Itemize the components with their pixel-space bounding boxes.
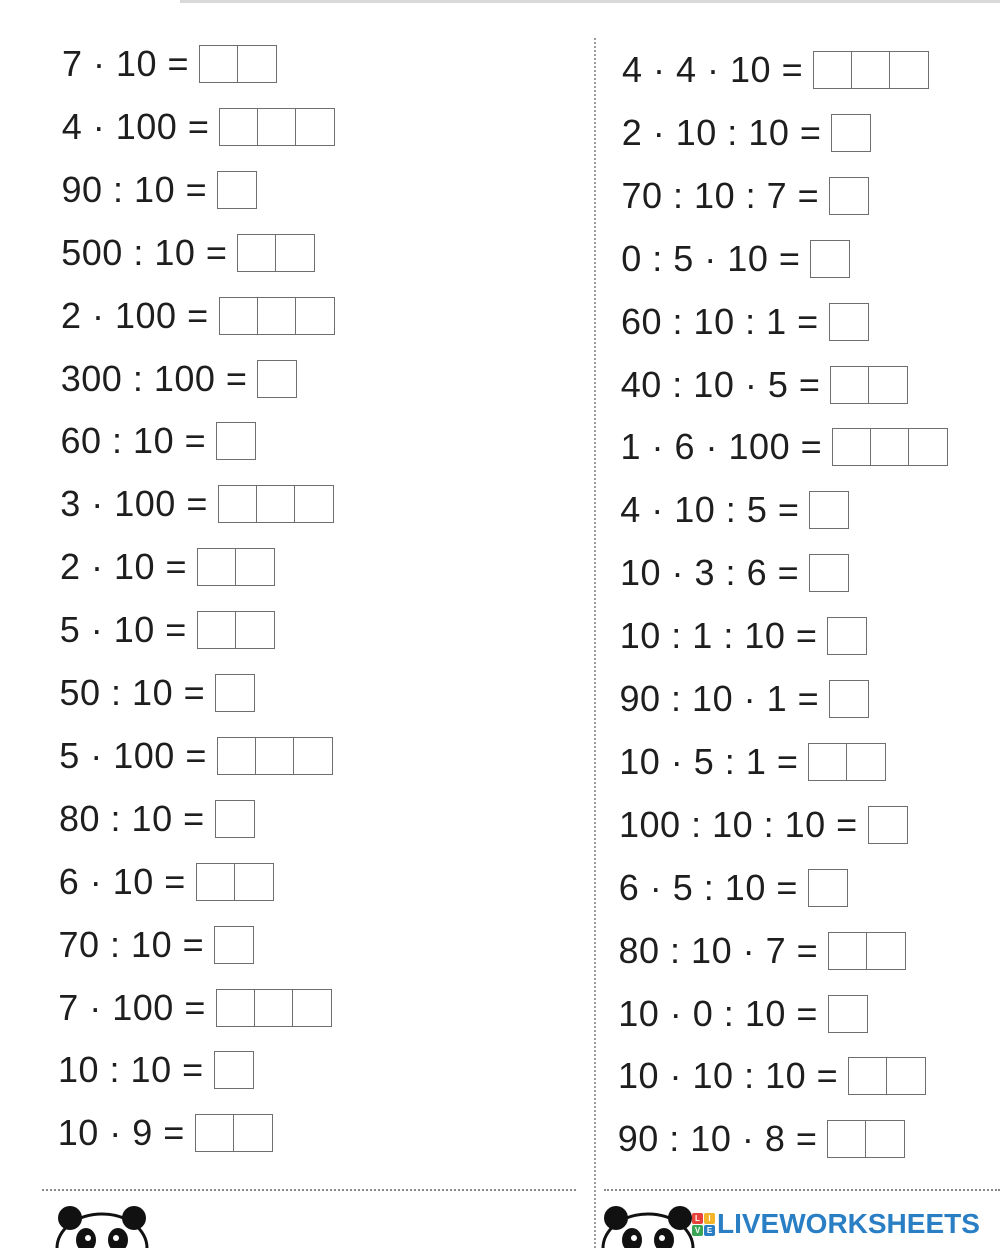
answer-digit-box[interactable]	[200, 46, 238, 82]
equation-row	[59, 862, 274, 902]
watermark-text: LIVEWORKSHEETS	[717, 1208, 980, 1239]
equation-text: 3 · 100 =	[60, 483, 208, 525]
answer-digit-box[interactable]	[869, 367, 907, 403]
equation-text: 500 : 10 =	[61, 231, 228, 273]
answer-digit-box[interactable]	[196, 1115, 234, 1151]
equation-text: 7 · 100 =	[58, 986, 206, 1028]
equation-text: 6 · 5 : 10 =	[618, 866, 798, 908]
equation-text: 4 · 10 : 5 =	[620, 489, 800, 531]
answer-digit-box[interactable]	[198, 549, 236, 585]
answer-digit-box[interactable]	[236, 612, 274, 648]
answer-boxes	[215, 800, 255, 838]
answer-digit-box[interactable]	[218, 172, 256, 208]
answer-digit-box[interactable]	[866, 1121, 904, 1157]
answer-digit-box[interactable]	[852, 52, 890, 88]
answer-boxes	[214, 1051, 254, 1089]
answer-boxes	[217, 171, 257, 209]
equation-row	[621, 239, 850, 279]
answer-digit-box[interactable]	[217, 990, 255, 1026]
answer-boxes	[809, 554, 849, 592]
equation-text: 70 : 10 =	[58, 923, 205, 965]
bottom-divider-left	[42, 1189, 576, 1191]
equation-text: 90 : 10 =	[61, 168, 208, 210]
answer-boxes	[848, 1057, 926, 1095]
answer-boxes	[808, 743, 886, 781]
answer-digit-box[interactable]	[869, 807, 907, 843]
equation-row	[618, 1056, 926, 1096]
answer-digit-box[interactable]	[810, 492, 848, 528]
answer-digit-box[interactable]	[809, 870, 847, 906]
equation-text: 1 · 6 · 100 =	[620, 426, 823, 468]
liveworksheets-watermark	[692, 1206, 980, 1242]
equation-row	[619, 931, 907, 971]
equation-row	[58, 988, 332, 1028]
page-top-edge	[180, 0, 1000, 3]
answer-digit-box[interactable]	[832, 115, 870, 151]
answer-digit-box[interactable]	[220, 298, 258, 334]
equation-row	[621, 365, 909, 405]
equation-row	[618, 1119, 906, 1159]
answer-digit-box[interactable]	[238, 46, 276, 82]
equation-row	[59, 736, 333, 776]
equation-row	[620, 616, 868, 656]
answer-boxes	[218, 485, 334, 523]
answer-boxes	[199, 45, 277, 83]
answer-digit-box[interactable]	[255, 990, 293, 1026]
equation-text: 5 · 100 =	[59, 734, 207, 776]
answer-digit-box[interactable]	[833, 429, 871, 465]
answer-boxes	[217, 737, 333, 775]
equation-text: 60 : 10 : 1 =	[621, 300, 819, 342]
answer-boxes	[219, 108, 335, 146]
equation-text: 100 : 10 : 10 =	[619, 803, 858, 845]
answer-digit-box[interactable]	[217, 423, 255, 459]
logo-letter-e: E	[704, 1225, 715, 1236]
answer-digit-box[interactable]	[867, 933, 905, 969]
equation-row	[619, 805, 908, 845]
equation-text: 5 · 10 =	[59, 609, 187, 651]
equation-row	[60, 547, 275, 587]
answer-boxes	[832, 428, 948, 466]
answer-digit-box[interactable]	[220, 109, 258, 145]
equation-text: 0 : 5 · 10 =	[621, 237, 801, 279]
answer-digit-box[interactable]	[197, 864, 235, 900]
answer-boxes	[827, 1120, 905, 1158]
answer-digit-box[interactable]	[219, 486, 257, 522]
answer-boxes	[196, 863, 274, 901]
answer-boxes	[195, 1114, 273, 1152]
equation-row	[622, 113, 872, 153]
answer-digit-box[interactable]	[235, 864, 273, 900]
equation-row	[622, 50, 929, 90]
bottom-divider-right	[604, 1189, 1000, 1191]
answer-boxes	[829, 680, 869, 718]
answer-boxes	[827, 617, 867, 655]
answer-boxes	[219, 297, 335, 335]
answer-boxes	[215, 674, 255, 712]
answer-boxes	[216, 989, 332, 1027]
answer-digit-box[interactable]	[829, 933, 867, 969]
equation-row	[619, 742, 886, 782]
equation-text: 7 · 10 =	[62, 43, 190, 84]
equation-text: 90 : 10 · 8 =	[617, 1118, 818, 1160]
equation-text: 6 · 10 =	[58, 860, 186, 902]
answer-digit-box[interactable]	[828, 1121, 866, 1157]
equation-text: 2 · 10 =	[60, 546, 188, 588]
equation-row	[620, 553, 849, 593]
answer-digit-box[interactable]	[847, 744, 885, 780]
equation-text: 10 : 1 : 10 =	[619, 615, 818, 657]
equation-text: 40 : 10 · 5 =	[620, 363, 821, 405]
equation-row	[61, 296, 335, 336]
equation-text: 10 · 3 : 6 =	[620, 552, 800, 594]
logo-letter-l: L	[692, 1213, 703, 1224]
equation-row	[58, 1050, 254, 1090]
answer-digit-box[interactable]	[849, 1058, 887, 1094]
answer-digit-box[interactable]	[890, 52, 928, 88]
equation-row	[619, 868, 848, 908]
equation-row	[62, 170, 258, 210]
answer-digit-box[interactable]	[238, 235, 276, 271]
answer-boxes	[828, 995, 868, 1033]
answer-boxes	[808, 869, 848, 907]
equation-text: 10 · 9 =	[57, 1112, 185, 1154]
answer-digit-box[interactable]	[215, 1052, 253, 1088]
equation-row	[59, 799, 255, 839]
equation-text: 10 · 5 : 1 =	[619, 740, 799, 782]
answer-digit-box[interactable]	[294, 738, 332, 774]
answer-digit-box[interactable]	[216, 675, 254, 711]
answer-digit-box[interactable]	[831, 367, 869, 403]
answer-digit-box[interactable]	[829, 996, 867, 1032]
equation-row	[621, 427, 949, 467]
answer-boxes	[216, 422, 256, 460]
answer-digit-box[interactable]	[809, 744, 847, 780]
equation-text: 10 · 0 : 10 =	[618, 992, 818, 1034]
answer-boxes	[237, 234, 315, 272]
answer-digit-box[interactable]	[295, 486, 333, 522]
equation-row	[61, 421, 257, 461]
answer-digit-box[interactable]	[236, 549, 274, 585]
equation-text: 4 · 100 =	[61, 105, 210, 147]
panda-mascot-icon	[598, 1202, 698, 1248]
answer-digit-box[interactable]	[909, 429, 947, 465]
equation-text: 10 : 10 =	[58, 1049, 204, 1091]
column-divider	[594, 38, 596, 1248]
answer-boxes	[214, 926, 254, 964]
equation-row	[61, 359, 298, 399]
answer-boxes	[829, 303, 869, 341]
answer-digit-box[interactable]	[296, 298, 334, 334]
equation-text: 10 · 10 : 10 =	[618, 1055, 839, 1097]
answer-digit-box[interactable]	[215, 927, 253, 963]
answer-digit-box[interactable]	[198, 612, 236, 648]
answer-digit-box[interactable]	[871, 429, 909, 465]
equation-row	[620, 679, 870, 719]
answer-digit-box[interactable]	[258, 361, 296, 397]
equation-text: 2 · 10 : 10 =	[621, 111, 822, 153]
answer-digit-box[interactable]	[216, 801, 254, 837]
logo-letter-v: V	[692, 1225, 703, 1236]
equation-row	[621, 302, 869, 342]
answer-boxes	[257, 360, 297, 398]
answer-boxes	[813, 51, 929, 89]
answer-digit-box[interactable]	[810, 555, 848, 591]
equation-row	[60, 484, 334, 524]
equation-text: 70 : 10 : 7 =	[621, 174, 820, 216]
answer-digit-box[interactable]	[218, 738, 256, 774]
equation-row	[59, 925, 255, 965]
equation-text: 80 : 10 · 7 =	[618, 929, 819, 971]
answer-digit-box[interactable]	[887, 1058, 925, 1094]
answer-boxes	[828, 932, 906, 970]
answer-boxes	[829, 177, 869, 215]
equation-text: 50 : 10 =	[59, 672, 206, 713]
equation-row	[60, 673, 256, 713]
answer-digit-box[interactable]	[258, 109, 296, 145]
answer-digit-box[interactable]	[828, 618, 866, 654]
equation-row	[58, 1113, 273, 1153]
equation-text: 90 : 10 · 1 =	[619, 678, 820, 719]
answer-digit-box[interactable]	[293, 990, 331, 1026]
equation-text: 60 : 10 =	[60, 420, 207, 462]
answer-digit-box[interactable]	[830, 681, 868, 717]
equation-row	[618, 994, 868, 1034]
equation-text: 300 : 100 =	[60, 357, 248, 399]
answer-boxes	[197, 548, 275, 586]
answer-boxes	[868, 806, 908, 844]
answer-digit-box[interactable]	[811, 241, 849, 277]
equation-text: 80 : 10 =	[59, 797, 205, 839]
liveworksheets-logo-icon	[692, 1213, 715, 1236]
equation-row	[60, 610, 275, 650]
equation-row	[620, 490, 849, 530]
answer-digit-box[interactable]	[258, 298, 296, 334]
answer-boxes	[810, 240, 850, 278]
equation-row	[622, 176, 870, 216]
answer-digit-box[interactable]	[814, 52, 852, 88]
answer-digit-box[interactable]	[830, 304, 868, 340]
logo-letter-i: I	[704, 1213, 715, 1224]
answer-digit-box[interactable]	[276, 235, 314, 271]
answer-digit-box[interactable]	[234, 1115, 272, 1151]
equation-row	[62, 107, 336, 147]
answer-digit-box[interactable]	[296, 109, 334, 145]
equation-row	[61, 233, 315, 273]
panda-mascot-icon	[52, 1202, 152, 1248]
equation-row	[62, 44, 277, 84]
answer-digit-box[interactable]	[257, 486, 295, 522]
equation-text: 4 · 4 · 10 =	[622, 49, 804, 90]
answer-digit-box[interactable]	[830, 178, 868, 214]
answer-boxes	[831, 114, 871, 152]
answer-boxes	[809, 491, 849, 529]
equation-text: 2 · 100 =	[61, 294, 209, 336]
answer-boxes	[830, 366, 908, 404]
answer-boxes	[197, 611, 275, 649]
answer-digit-box[interactable]	[256, 738, 294, 774]
